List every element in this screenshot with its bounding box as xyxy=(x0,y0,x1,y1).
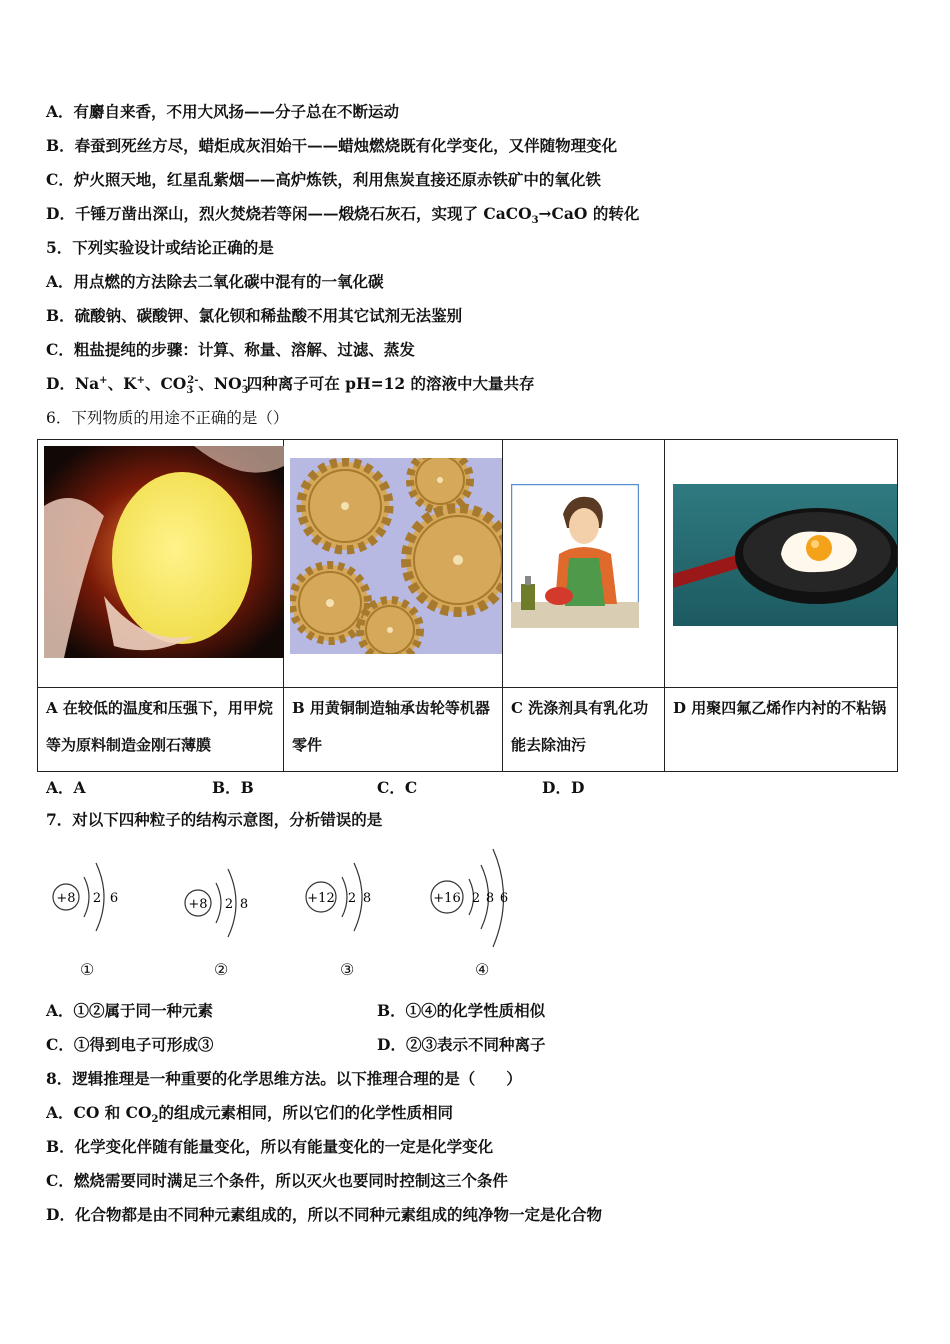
atom-2-shell-2: 8 xyxy=(239,897,249,912)
q4-d-arrow: → xyxy=(538,204,552,223)
atom-4-nucleus: +16 xyxy=(433,891,461,906)
q8-option-d: D．化合物都是由不同种元素组成的，所以不同种元素组成的纯净物一定是化合物 xyxy=(46,1205,602,1224)
nonstick-pan-picture xyxy=(673,484,897,626)
atom-3-shell-2: 8 xyxy=(362,891,372,906)
q5-option-b: B．硫酸钠、碳酸钾、氯化钡和稀盐酸不用其它试剂无法鉴别 xyxy=(46,306,463,325)
atom-4-label: ④ xyxy=(475,960,490,979)
dishwashing-boy-picture xyxy=(511,484,639,628)
atom-2-label: ② xyxy=(214,960,229,979)
q8-a-rest: 的组成元素相同，所以它们的化学性质相同 xyxy=(158,1103,453,1122)
ion-potassium-charge: + xyxy=(136,374,145,386)
atom-1-label: ① xyxy=(80,960,95,979)
atom-4-shell-1: 2 xyxy=(471,891,481,906)
q4-d-formula: CaCO xyxy=(483,204,532,223)
q7-option-b: B．①④的化学性质相似 xyxy=(377,1001,546,1020)
q4-option-a: A．有麝自来香，不用大风扬——分子总在不断运动 xyxy=(46,102,400,121)
q7-option-a: A．①②属于同一种元素 xyxy=(46,1001,214,1020)
atom-2-shell-1: 2 xyxy=(224,897,234,912)
q5-d-rest: 四种离子可在 pH=12 的溶液中大量共存 xyxy=(246,374,535,393)
q7-option-c: C．①得到电子可形成③ xyxy=(46,1035,214,1054)
q5-d-sep1: 、 xyxy=(107,374,124,393)
atom-1-nucleus: +8 xyxy=(56,891,76,906)
q8-a-subscript: 2 xyxy=(151,1114,159,1126)
atom-4-shell-3: 6 xyxy=(499,891,509,906)
atom-diagram-4 xyxy=(426,845,522,963)
q8-stem: 8．逻辑推理是一种重要的化学思维方法。以下推理合理的是（ ） xyxy=(46,1069,522,1088)
q5-d-sep2: 、 xyxy=(144,374,161,393)
q6-image-table xyxy=(37,439,898,772)
q6-cell-d-caption: D 用聚四氟乙烯作内衬的不粘锅 xyxy=(665,688,898,772)
q6-option-a: A．A xyxy=(46,778,86,797)
q4-option-b: B．春蚕到死丝方尽，蜡炬成灰泪始干——蜡烛燃烧既有化学变化，又伴随物理变化 xyxy=(46,136,618,155)
q4-option-d xyxy=(46,204,640,227)
q6-cell-d-image xyxy=(665,440,898,688)
atom-4-shell-2: 8 xyxy=(485,891,495,906)
q6-cell-c-image xyxy=(503,440,665,688)
q6-cell-c-caption: C 洗涤剂具有乳化功能去除油污 xyxy=(503,688,665,772)
atom-diagram-3 xyxy=(302,845,386,949)
atom-3-nucleus: +12 xyxy=(307,891,335,906)
q5-stem: 5．下列实验设计或结论正确的是 xyxy=(46,238,274,257)
q7-stem: 7．对以下四种粒子的结构示意图，分析错误的是 xyxy=(46,810,383,829)
q5-d-sep3: 、 xyxy=(198,374,214,393)
q6-cell-b-image xyxy=(284,440,503,688)
ion-potassium: K xyxy=(123,374,137,393)
diamond-film-picture xyxy=(44,446,284,658)
q6-cell-b-caption: B 用黄铜制造轴承齿轮等机器零件 xyxy=(284,688,503,772)
atom-1-shell-1: 2 xyxy=(92,891,102,906)
q7-option-d: D．②③表示不同种离子 xyxy=(377,1035,546,1054)
atom-1-shell-2: 6 xyxy=(109,891,119,906)
q4-d-subscript: 3 xyxy=(531,215,539,227)
q4-d-text: D．千锤万凿出深山，烈火焚烧若等闲——煅烧石灰石，实现了 xyxy=(46,204,478,223)
q4-option-c: C．炉火照天地，红星乱紫烟——高炉炼铁，利用焦炭直接还原赤铁矿中的氧化铁 xyxy=(46,170,601,189)
q8-option-c: C．燃烧需要同时满足三个条件，所以灭火也要同时控制这三个条件 xyxy=(46,1171,508,1190)
ion-carbonate-sub: 3 xyxy=(186,385,194,397)
ion-carbonate-charge: 2- xyxy=(187,374,199,386)
ion-sodium-charge: + xyxy=(99,374,108,386)
atom-2-nucleus: +8 xyxy=(188,897,208,912)
q5-option-c: C．粗盐提纯的步骤：计算、称量、溶解、过滤、蒸发 xyxy=(46,340,415,359)
ion-nitrate-sub: 3 xyxy=(241,385,249,397)
q6-option-c: C．C xyxy=(377,778,418,797)
atom-diagram-1 xyxy=(50,845,130,949)
q6-stem: 6．下列物质的用途不正确的是（） xyxy=(46,409,289,427)
q8-option-a xyxy=(46,1103,453,1126)
brass-gears-picture xyxy=(290,458,502,654)
q8-option-b: B．化学变化伴随有能量变化，所以有能量变化的一定是化学变化 xyxy=(46,1137,494,1156)
q6-cell-a-caption: A 在较低的温度和压强下，用甲烷等为原料制造金刚石薄膜 xyxy=(38,688,284,772)
atom-3-label: ③ xyxy=(340,960,355,979)
q6-option-d: D．D xyxy=(542,778,585,797)
ion-carbonate: CO xyxy=(160,374,187,393)
q5-option-d xyxy=(46,374,535,397)
ion-sodium: Na xyxy=(74,374,100,393)
q5-option-a: A．用点燃的方法除去二氧化碳中混有的一氧化碳 xyxy=(46,272,384,291)
q6-cell-a-image xyxy=(38,440,284,688)
ion-nitrate: NO xyxy=(213,374,242,393)
ion-nitrate-charge: - xyxy=(242,374,247,386)
q6-option-b: B．B xyxy=(212,778,254,797)
q4-d-result: CaO 的转化 xyxy=(551,204,640,223)
q5-d-prefix: D． xyxy=(46,374,75,393)
atom-diagram-2 xyxy=(182,845,262,949)
q8-a-text: A．CO 和 CO xyxy=(46,1103,152,1122)
atom-3-shell-1: 2 xyxy=(347,891,357,906)
